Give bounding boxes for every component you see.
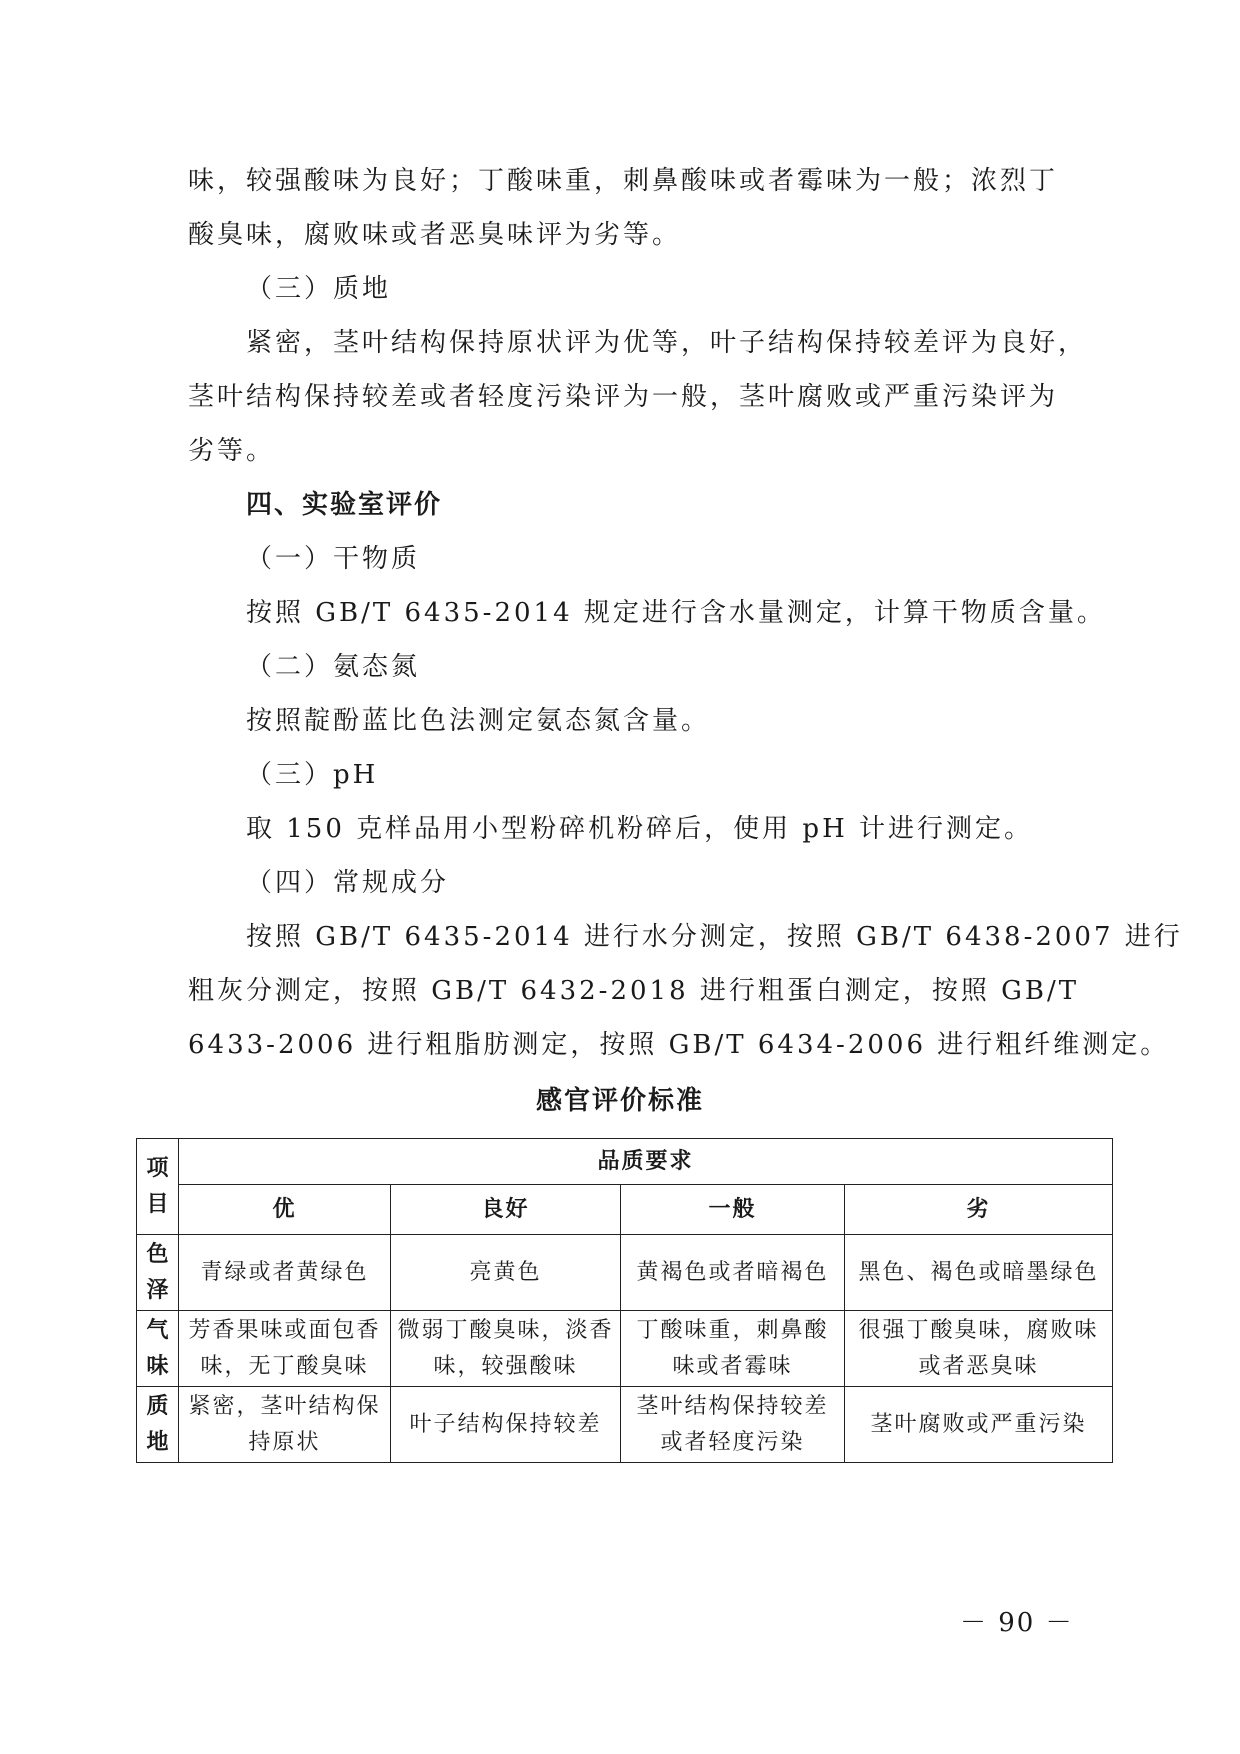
item-cell xyxy=(137,1235,179,1311)
subheading-dry-matter: （一）干物质 xyxy=(246,544,421,574)
section-heading-lab-evaluation: 四、实验室评价 xyxy=(246,490,443,520)
paragraph-line: 按照 GB/T 6435-2014 规定进行含水量测定，计算干物质含量。 xyxy=(246,598,1106,628)
table-cell: 紧密，茎叶结构保持原状 xyxy=(179,1387,391,1463)
item-header-cell xyxy=(137,1139,179,1235)
table-cell: 丁酸味重，刺鼻酸味或者霉味 xyxy=(621,1311,845,1387)
paragraph-line: 6433-2006 进行粗脂肪测定，按照 GB/T 6434-2006 进行粗纤维测定。 xyxy=(188,1030,1170,1060)
table-cell: 叶子结构保持较差 xyxy=(391,1387,621,1463)
item-header: 项目 xyxy=(146,1155,171,1217)
table-cell: 黄褐色或者暗褐色 xyxy=(621,1235,845,1311)
quality-requirement-header: 品质要求 xyxy=(179,1139,1113,1185)
paragraph-line: 紧密，茎叶结构保持原状评为优等，叶子结构保持较差评为良好， xyxy=(246,328,1088,358)
subheading-ammonia-nitrogen: （二）氨态氮 xyxy=(246,652,421,682)
table-cell: 芳香果味或面包香味，无丁酸臭味 xyxy=(179,1311,391,1387)
table-cell: 微弱丁酸臭味，淡香味，较强酸味 xyxy=(391,1311,621,1387)
table-cell: 黑色、褐色或暗墨绿色 xyxy=(845,1235,1113,1311)
table-cell: 茎叶腐败或严重污染 xyxy=(845,1387,1113,1463)
table-caption: 感官评价标准 xyxy=(535,1086,704,1116)
paragraph-line: 酸臭味，腐败味或者恶臭味评为劣等。 xyxy=(188,220,682,250)
paragraph-line: 按照 GB/T 6435-2014 进行水分测定，按照 GB/T 6438-2007 进行 xyxy=(246,922,1183,952)
item-label-color: 色泽 xyxy=(146,1241,171,1303)
paragraph-line: 茎叶结构保持较差或者轻度污染评为一般，茎叶腐败或严重污染评为 xyxy=(188,382,1059,412)
item-cell xyxy=(137,1311,179,1387)
paragraph-line: 取 150 克样品用小型粉碎机粉碎后，使用 pH 计进行测定。 xyxy=(246,814,1034,844)
table-cell: 亮黄色 xyxy=(391,1235,621,1311)
item-label-texture: 质地 xyxy=(146,1393,171,1455)
subheading-ph: （三）pH xyxy=(246,760,379,790)
table-row xyxy=(137,1235,1113,1311)
paragraph-line: 粗灰分测定，按照 GB/T 6432-2018 进行粗蛋白测定，按照 GB/T xyxy=(188,976,1080,1006)
table-cell: 茎叶结构保持较差或者轻度污染 xyxy=(621,1387,845,1463)
subheading-texture: （三）质地 xyxy=(246,274,392,304)
grade-header-row xyxy=(137,1185,1113,1235)
subheading-routine-components: （四）常规成分 xyxy=(246,868,450,898)
grade-header-poor: 劣 xyxy=(845,1185,1113,1235)
item-cell xyxy=(137,1387,179,1463)
paragraph-line: 劣等。 xyxy=(188,436,276,466)
table-cell: 很强丁酸臭味，腐败味或者恶臭味 xyxy=(845,1311,1113,1387)
table-row xyxy=(137,1311,1113,1387)
item-label-smell: 气味 xyxy=(146,1317,171,1379)
table-cell: 青绿或者黄绿色 xyxy=(179,1235,391,1311)
sensory-evaluation-table xyxy=(136,1138,1113,1463)
page-number: － 90 － xyxy=(960,1608,1074,1638)
grade-header-good: 良好 xyxy=(391,1185,621,1235)
grade-header-excellent: 优 xyxy=(179,1185,391,1235)
table-header-row xyxy=(137,1139,1113,1185)
paragraph-line: 按照靛酚蓝比色法测定氨态氮含量。 xyxy=(246,706,711,736)
grade-header-average: 一般 xyxy=(621,1185,845,1235)
paragraph-line: 味，较强酸味为良好；丁酸味重，刺鼻酸味或者霉味为一般；浓烈丁 xyxy=(188,166,1059,196)
table-row xyxy=(137,1387,1113,1463)
